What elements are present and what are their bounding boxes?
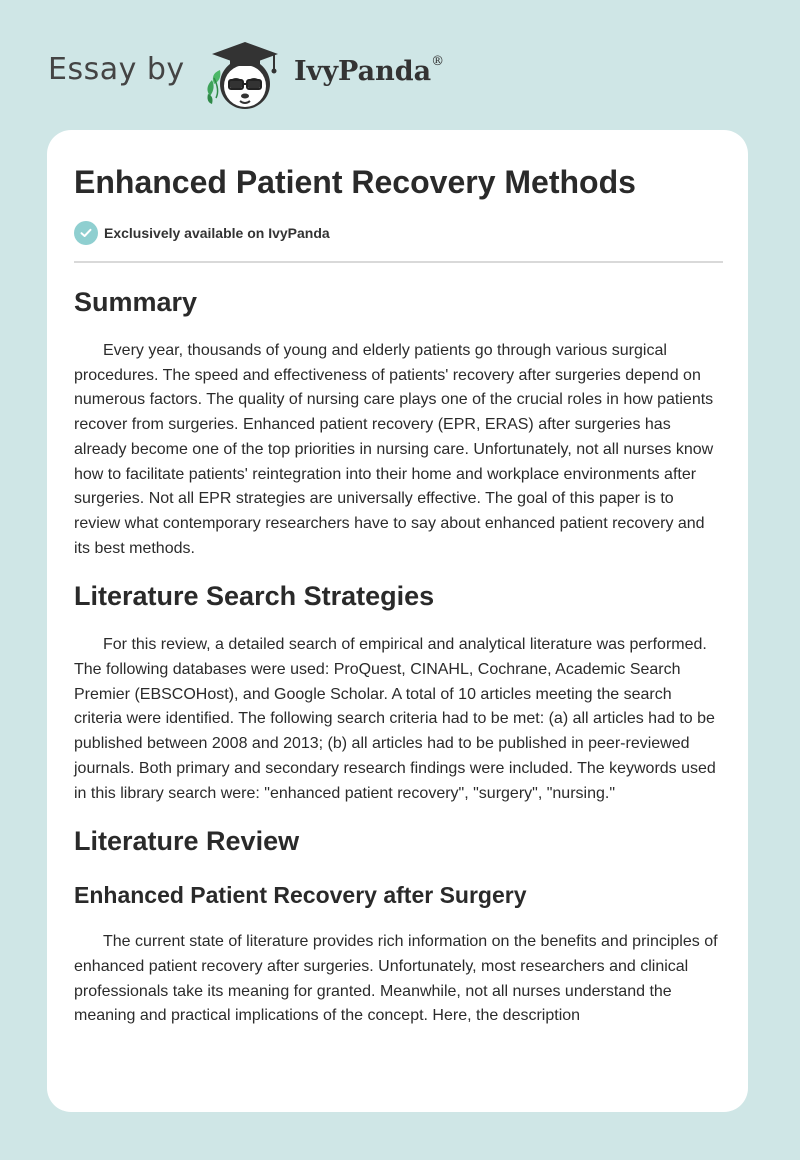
- article-body: [74, 285, 723, 1029]
- page-title: Enhanced Patient Recovery Methods: [74, 164, 636, 200]
- title-divider: [74, 261, 723, 263]
- section-heading-summary: Summary: [74, 287, 198, 317]
- section-paragraph-summary: Every year, thousands of young and elderly patients go through various surgical procedures. The speed and effectiveness of patients' recovery after surgeries depend on numerous factors. The quality of nursing care plays one of the crucial roles in how patients recover from surgeries. Enhanced patient recovery (EPR, ERAS) after surgeries has already become one of the top priorities in nursing care. Unfortunately, not all nurses know how to facilitate patients' reintegration into their home and workplace environments after surgeries. Not all EPR strategies are universally effective. The goal of this paper is to review what contemporary researchers have to say about enhanced patient recovery and its best methods.: [74, 342, 714, 557]
- section-paragraph-literature-search: For this review, a detailed search of empirical and analytical literature was performed. The following databases were used: ProQuest, CINAHL, Cochrane, Academic Search Premier (EBSCOHost), and Google Scholar. A total of 10 articles meeting the search criteria were identified. The following search criteria had to be met: (a) all articles had to be published between 2008 and 2013; (b) all articles had to be published in peer-reviewed journals. Both primary and secondary research findings were included. The keywords used in this library search were: "enhanced patient recovery", "surgery", "nursing.": [74, 636, 716, 802]
- section-heading-literature-search: Literature Search Strategies: [74, 581, 435, 612]
- registered-mark: ®: [431, 54, 445, 69]
- check-circle-icon: [74, 221, 98, 245]
- essay-by-label: Essay by: [48, 52, 185, 87]
- exclusive-badge: [74, 221, 330, 245]
- subsection-heading-epr-after-surgery: Enhanced Patient Recovery after Surgery: [74, 882, 527, 909]
- article-card: [47, 130, 748, 1112]
- panda-graduate-icon[interactable]: [200, 34, 290, 114]
- section-paragraph-literature-review: The current state of literature provides rich information on the benefits and principles of enhanced patient recovery after surgeries. Unfortunately, most researchers and clinical professionals take its meaning for granted. Meanwhile, not all nurses understand the meaning and practical implications of the concept. Here, the description: [74, 933, 718, 1025]
- brand-name[interactable]: IvyPanda®: [294, 54, 445, 87]
- exclusive-badge-label: Exclusively available on IvyPanda: [104, 225, 330, 241]
- section-heading-literature-review: Literature Review: [74, 826, 300, 857]
- site-header: [48, 34, 548, 114]
